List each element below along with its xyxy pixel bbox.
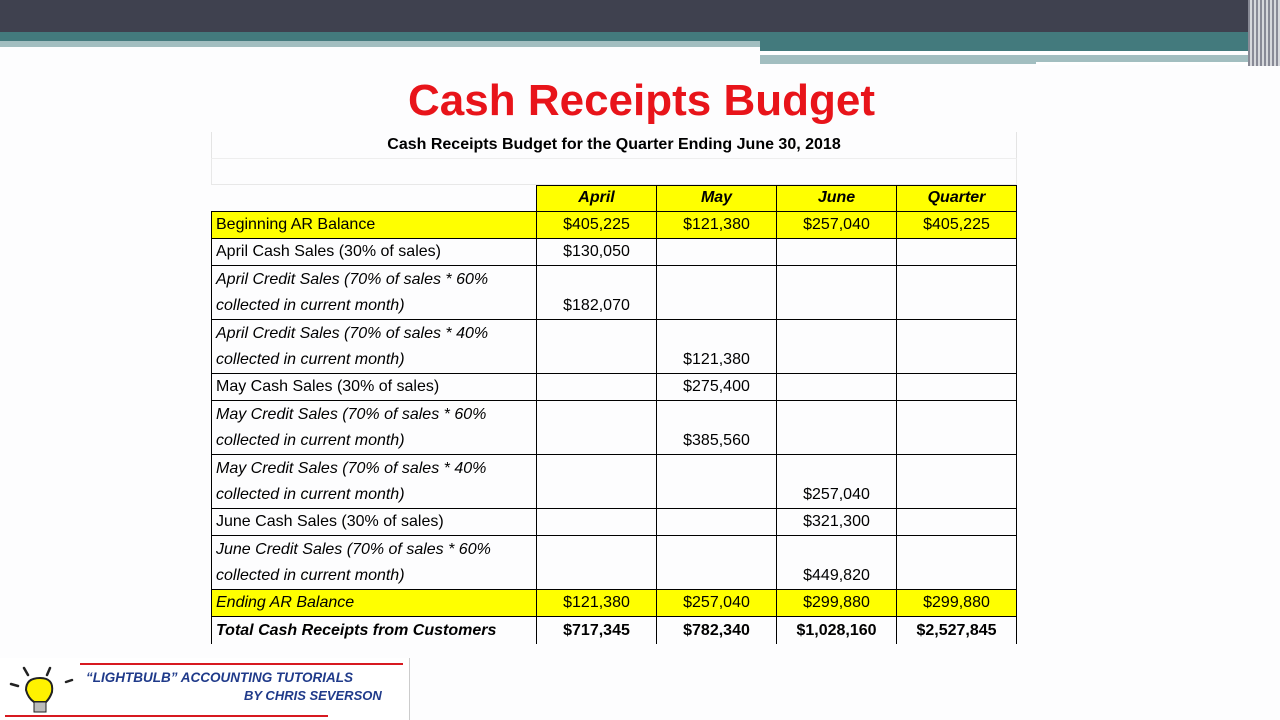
value-cell (777, 320, 897, 373)
decor-edge (1248, 0, 1280, 66)
column-header: June (777, 185, 897, 211)
value-cell (897, 374, 1017, 400)
header-blank (211, 185, 537, 211)
value-cell: $717,345 (537, 617, 657, 644)
value-cell (537, 509, 657, 535)
table-row (211, 212, 1017, 239)
value-cell (897, 455, 1017, 508)
table-row (211, 509, 1017, 536)
decor-band (0, 41, 760, 47)
slide-header-bar (0, 0, 1280, 32)
value-cell (897, 266, 1017, 319)
value-cell: $449,820 (777, 536, 897, 589)
row-label: May Cash Sales (30% of sales) (211, 374, 537, 400)
logo-rule (80, 663, 403, 665)
table-row (211, 374, 1017, 401)
value-cell (657, 239, 777, 265)
value-cell (897, 320, 1017, 373)
value-cell (537, 401, 657, 454)
value-cell: $275,400 (657, 374, 777, 400)
value-cell (657, 536, 777, 589)
value-cell: $257,040 (777, 455, 897, 508)
value-cell: $130,050 (537, 239, 657, 265)
table-row (211, 536, 1017, 590)
row-label: May Credit Sales (70% of sales * 60% collected in current month) (211, 401, 537, 454)
blank-row (211, 158, 1017, 185)
value-cell (897, 509, 1017, 535)
decor-band (760, 41, 1260, 51)
value-cell (657, 266, 777, 319)
column-header: Quarter (897, 185, 1017, 211)
value-cell (777, 266, 897, 319)
value-cell: $405,225 (537, 212, 657, 238)
value-cell (777, 239, 897, 265)
cash-receipts-table (211, 132, 1017, 644)
value-cell: $2,527,845 (897, 617, 1017, 644)
value-cell (777, 401, 897, 454)
value-cell (537, 320, 657, 373)
value-cell: $257,040 (657, 590, 777, 616)
slide-title: Cash Receipts Budget (408, 76, 875, 125)
table-row (211, 590, 1017, 617)
value-cell: $121,380 (657, 320, 777, 373)
row-label: June Cash Sales (30% of sales) (211, 509, 537, 535)
row-label: Total Cash Receipts from Customers (211, 617, 537, 644)
brand-logo (0, 658, 410, 720)
value-cell: $405,225 (897, 212, 1017, 238)
table-row (211, 239, 1017, 266)
row-label: April Credit Sales (70% of sales * 40% collected in current month) (211, 320, 537, 373)
row-label: April Cash Sales (30% of sales) (211, 239, 537, 265)
row-label: Beginning AR Balance (211, 212, 537, 238)
decor-band (0, 32, 1280, 41)
column-header: April (537, 185, 657, 211)
lightbulb-icon (6, 662, 78, 716)
value-cell: $182,070 (537, 266, 657, 319)
row-label: Ending AR Balance (211, 590, 537, 616)
row-label: June Credit Sales (70% of sales * 60% collected in current month) (211, 536, 537, 589)
row-label: May Credit Sales (70% of sales * 40% collected in current month) (211, 455, 537, 508)
value-cell (897, 239, 1017, 265)
logo-line1: “LIGHTBULB” ACCOUNTING TUTORIALS (86, 670, 353, 685)
value-cell (657, 509, 777, 535)
value-cell (537, 536, 657, 589)
value-cell: $385,560 (657, 401, 777, 454)
table-subtitle: Cash Receipts Budget for the Quarter Ending June 30, 2018 (211, 132, 1017, 158)
value-cell: $1,028,160 (777, 617, 897, 644)
table-row (211, 455, 1017, 509)
logo-line2: BY CHRIS SEVERSON (244, 688, 382, 703)
table-row (211, 266, 1017, 320)
decor-band (1036, 62, 1260, 65)
value-cell: $782,340 (657, 617, 777, 644)
value-cell (897, 401, 1017, 454)
row-label: April Credit Sales (70% of sales * 60% collected in current month) (211, 266, 537, 319)
value-cell: $121,380 (537, 590, 657, 616)
table-row (211, 401, 1017, 455)
value-cell (777, 374, 897, 400)
value-cell: $299,880 (897, 590, 1017, 616)
value-cell: $299,880 (777, 590, 897, 616)
value-cell (537, 455, 657, 508)
column-header: May (657, 185, 777, 211)
table-row (211, 617, 1017, 644)
value-cell: $257,040 (777, 212, 897, 238)
value-cell: $321,300 (777, 509, 897, 535)
value-cell (897, 536, 1017, 589)
table-row (211, 320, 1017, 374)
value-cell: $121,380 (657, 212, 777, 238)
table-body (211, 212, 1017, 644)
header-row (211, 185, 1017, 212)
value-cell (657, 455, 777, 508)
value-cell (537, 374, 657, 400)
